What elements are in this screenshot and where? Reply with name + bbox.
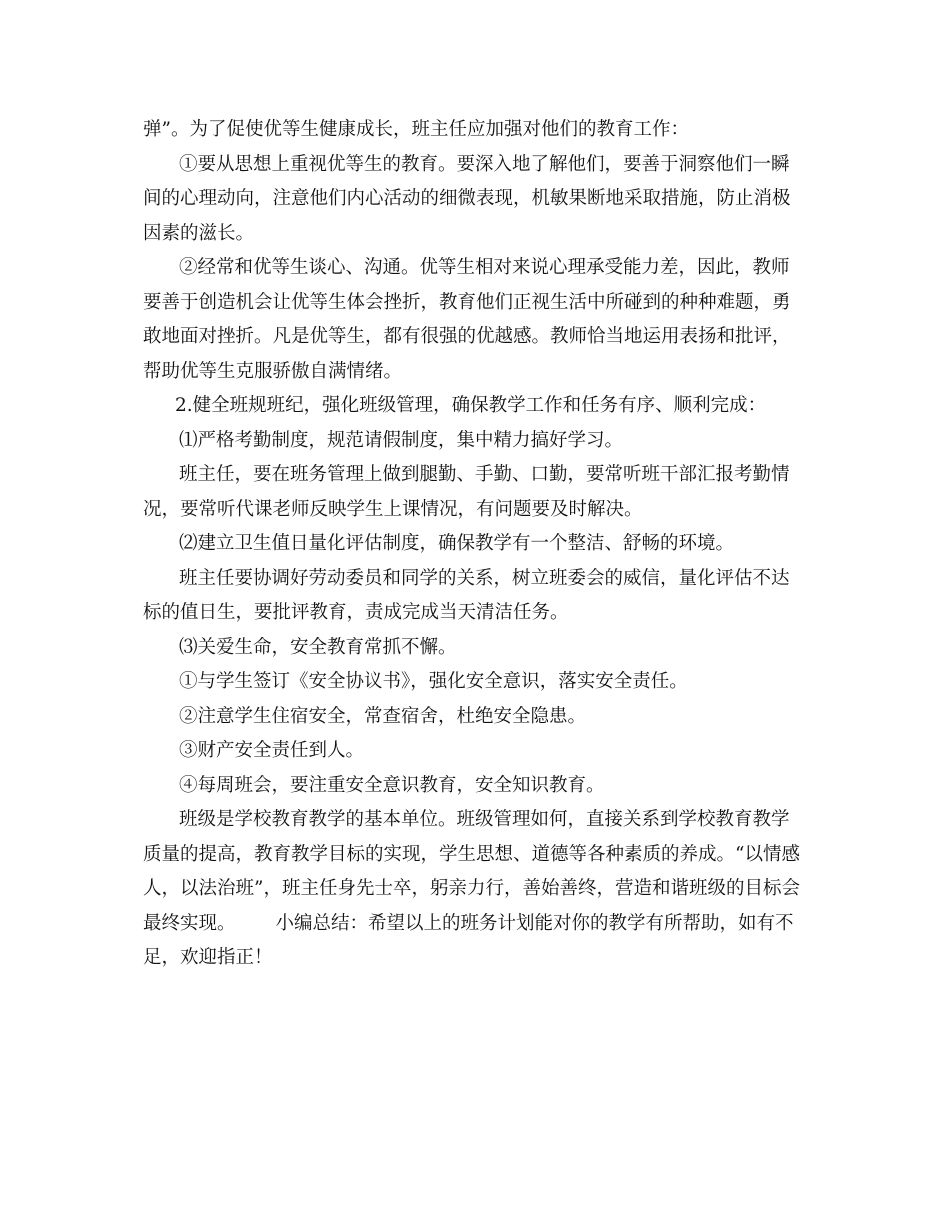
text-line: 质量的提高，教育教学目标的实现，学生思想、道德等各种素质的养成。“以情感 [143, 843, 800, 865]
text-line: ①要从思想上重视优等生的教育。要深入地了解他们，要善于洞察他们一瞬 [179, 153, 790, 175]
text-line: 况，要常听代课老师反映学生上课情况，有问题要及时解决。 [143, 498, 643, 520]
paragraph-attendance [143, 458, 810, 527]
editor-summary: 小编总结：希望以上的班务计划能对你的教学有所帮助，如有不 [275, 912, 794, 934]
safety-item-1 [143, 665, 810, 700]
text-line: 班主任，要在班务管理上做到腿勤、手勤、口勤，要常听班干部汇报考勤情 [179, 464, 790, 485]
subheading-1 [143, 424, 810, 459]
text-line: ④每周班会，要注重安全意识教育，安全知识教育。 [179, 774, 605, 796]
text-line: 2.健全班规班纪，强化班级管理，确保教学工作和任务有序、顺利完成： [175, 395, 767, 416]
safety-item-3 [143, 734, 810, 769]
safety-item-2 [143, 700, 810, 735]
text-line: 弹”。为了促使优等生健康成长，班主任应加强对他们的教育工作： [143, 119, 689, 140]
subheading-3 [143, 631, 810, 666]
paragraph-point-1 [143, 148, 810, 252]
text-line: 人，以法治班”，班主任身先士卒，躬亲力行，善始善终，营造和谐班级的目标会 [143, 878, 800, 899]
text-line: ③财产安全责任到人。 [179, 740, 365, 761]
paragraph-point-2 [143, 251, 810, 389]
text-line: ⑵建立卫生值日量化评估制度，确保教学有一个整洁、舒畅的环境。 [179, 533, 735, 554]
text-line: ②注意学生住宿安全，常查宿舍，杜绝安全隐患。 [179, 705, 587, 727]
subheading-2 [143, 527, 810, 562]
paragraph-intro-tail [143, 113, 810, 148]
safety-item-4 [143, 769, 810, 804]
section-heading-2 [143, 389, 810, 424]
text-line [143, 907, 810, 942]
text-line: ①与学生签订《安全协议书》，强化安全意识，落实安全责任。 [179, 671, 688, 692]
paragraph-conclusion [143, 803, 810, 976]
text-fragment: 最终实现。 [143, 912, 236, 934]
text-line: 间的心理动向，注意他们内心活动的细微表现，机敏果断地采取措施，防止消极 [143, 188, 791, 209]
text-line: ⑶关爱生命，安全教育常抓不懈。 [179, 636, 457, 658]
text-line: 因素的滋长。 [143, 222, 255, 244]
text-line: ⑴严格考勤制度，规范请假制度，集中精力搞好学习。 [179, 429, 624, 451]
text-line: 班主任要协调好劳动委员和同学的关系，树立班委会的威信，量化评估不达 [179, 567, 790, 589]
text-line: 足，欢迎指正！ [143, 947, 273, 968]
text-line: 要善于创造机会让优等生体会挫折，教育他们正视生活中所碰到的种种难题，勇 [143, 291, 791, 313]
text-line: ②经常和优等生谈心、沟通。优等生相对来说心理承受能力差，因此，教师 [179, 257, 790, 278]
text-line: 帮助优等生克服骄傲自满情绪。 [143, 360, 403, 382]
paragraph-hygiene [143, 562, 810, 631]
text-line: 标的值日生，要批评教育，责成完成当天清洁任务。 [143, 602, 569, 623]
text-line: 敢地面对挫折。凡是优等生，都有很强的优越感。教师恰当地运用表扬和批评， [143, 326, 791, 347]
text-line: 班级是学校教育教学的基本单位。班级管理如何，直接关系到学校教育教学 [179, 809, 790, 830]
